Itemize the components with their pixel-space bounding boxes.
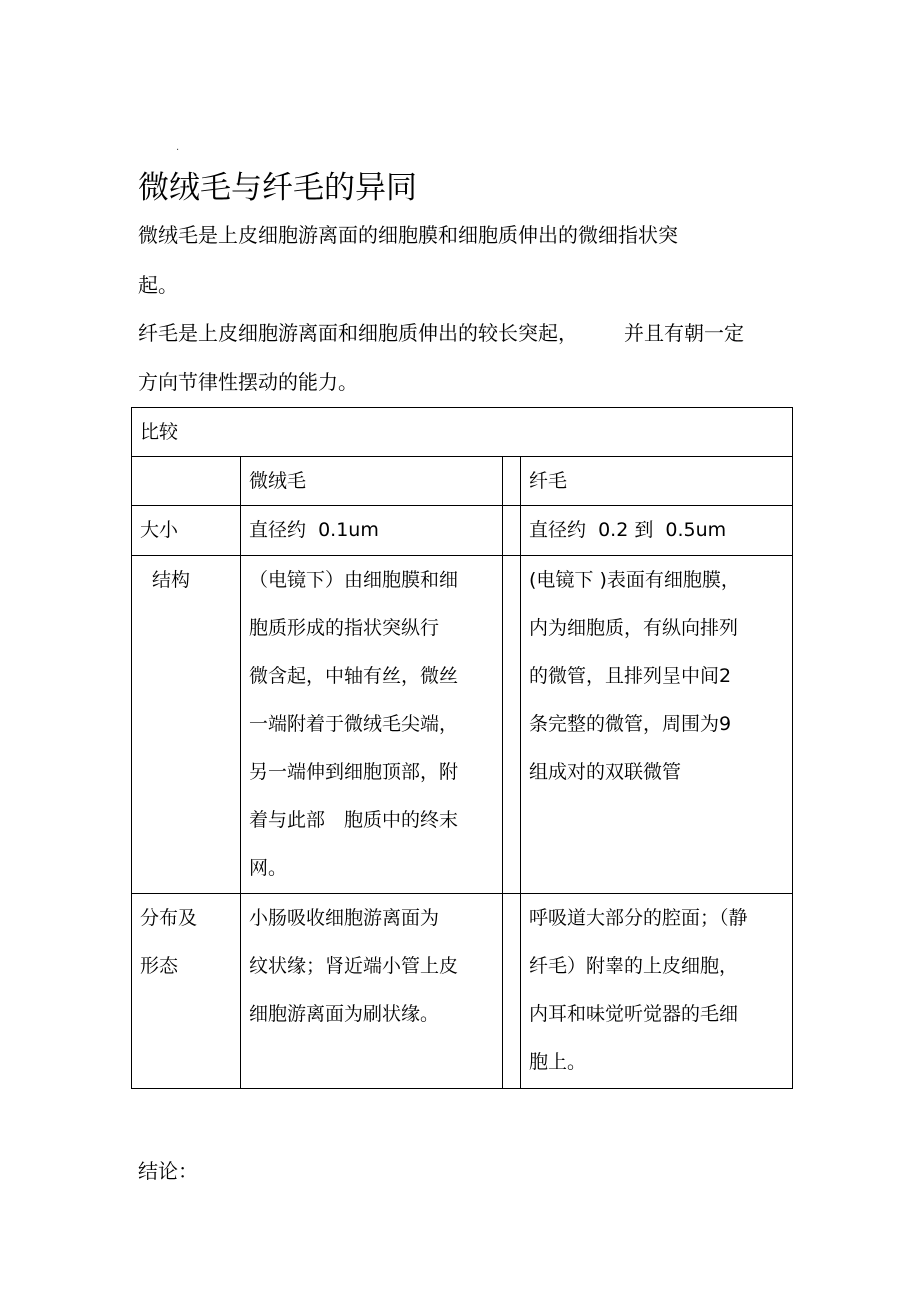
text-line: 胞质形成的指状突纵行: [249, 617, 440, 639]
text-line: 分布及: [140, 907, 198, 929]
text-line: 纤毛）附睾的上皮细胞，: [529, 955, 739, 977]
text-line: 微含起，中轴有丝，微丝: [249, 665, 459, 687]
size-microvilli: 直径约 0.1um: [241, 506, 503, 556]
gap-cell: [503, 556, 521, 894]
text-line: 细胞游离面为刷状缘。: [249, 1003, 440, 1025]
stray-dot: .: [176, 142, 180, 153]
table-row: [132, 894, 793, 1089]
text-line: 纹状缘；肾近端小管上皮: [249, 955, 459, 977]
gap-cell: [503, 457, 521, 506]
table-header-cell: 比较: [132, 408, 793, 457]
structure-microvilli: [241, 556, 503, 894]
intro-line-2: 起。: [138, 273, 178, 297]
text-line: 内耳和味觉听觉器的毛细: [529, 1003, 739, 1025]
distribution-microvilli: [241, 894, 503, 1089]
intro-line-1: 微绒毛是上皮细胞游离面的细胞膜和细胞质伸出的微细指状突: [138, 223, 678, 247]
text-line: 组成对的双联微管: [529, 761, 682, 783]
text-line: 胞上。: [529, 1051, 587, 1073]
text-line: 的微管，且排列呈中间2: [529, 665, 732, 687]
distribution-cilia: [521, 894, 793, 1089]
text-line: (电镜下 )表面有细胞膜，: [529, 569, 740, 591]
text-line: （电镜下）由细胞膜和细: [249, 569, 459, 591]
text-line: 内为细胞质，有纵向排列: [529, 617, 739, 639]
gap-cell: [503, 506, 521, 556]
text-line: 小肠吸收细胞游离面为: [249, 907, 440, 929]
structure-cilia: [521, 556, 793, 894]
gap-cell: [503, 894, 521, 1089]
comparison-table: [131, 407, 793, 1089]
text-line: 形态: [140, 955, 179, 977]
intro-line-3: [138, 319, 744, 347]
size-cilia: 直径约 0.2 到 0.5um: [521, 506, 793, 556]
text-line: 另一端伸到细胞顶部，附: [249, 761, 459, 783]
intro-line-4: 方向节律性摆动的能力。: [138, 370, 358, 394]
table-row: [132, 457, 793, 506]
table-row: [132, 556, 793, 894]
intro-line-3b: 并且有朝一定: [624, 321, 744, 345]
row-label-structure: 结构: [132, 556, 241, 894]
empty-cell: [132, 457, 241, 506]
row-label-size: 大小: [132, 506, 241, 556]
text-line: 网。: [249, 857, 288, 879]
text-line: 呼吸道大部分的腔面；（静: [529, 907, 748, 929]
column-header-microvilli: 微绒毛: [241, 457, 503, 506]
intro-line-3a: 纤毛是上皮细胞游离面和细胞质伸出的较长突起，: [138, 321, 578, 345]
text-line: 条完整的微管，周围为9: [529, 713, 732, 735]
table-row: [132, 506, 793, 556]
row-label-distribution: [132, 894, 241, 1089]
page-title: 微绒毛与纤毛的异同: [138, 170, 417, 206]
table-row: [132, 408, 793, 457]
text-line: 着与此部 胞质中的终末: [249, 809, 459, 831]
text-line: 一端附着于微绒毛尖端，: [249, 713, 459, 735]
conclusion-label: 结论：: [138, 1159, 198, 1183]
column-header-cilia: 纤毛: [521, 457, 793, 506]
